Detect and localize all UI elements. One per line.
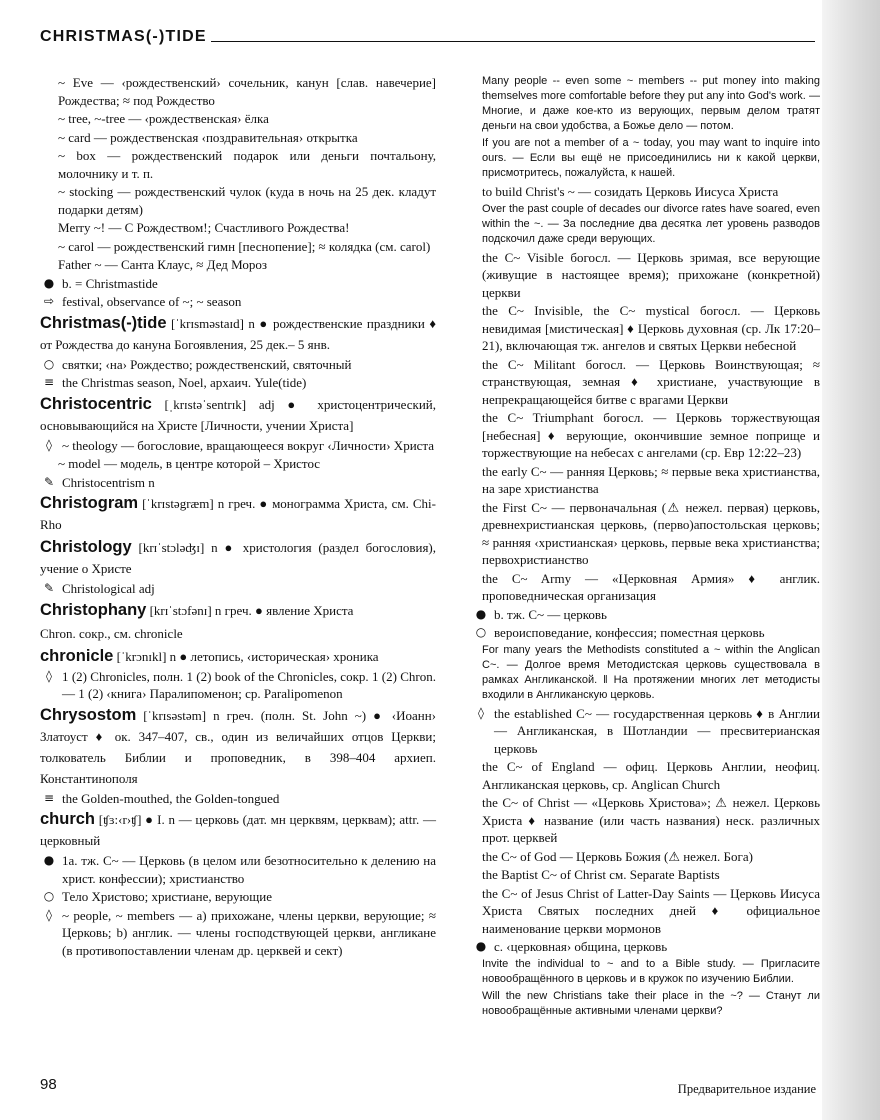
left-column — [40, 74, 436, 960]
entry-text: [krɪˈstɔləʤɪ] n ● христология (раздел богословия), учение о Христе — [40, 540, 436, 576]
sense-marker-icon: ⇨ — [43, 294, 55, 308]
entry-text: Will the new Christians take their place in the ~? — Станут ли новообращённые активными членами церкви? — [482, 989, 820, 1017]
entry-text: b. = Christmastide — [62, 275, 158, 291]
entry-text: the C~ Invisible, the C~ mystical богосл. — Церковь невидимая [мистическая] ♦ Церковь духовная (ср. Лк 17:20–21), включающая тж. ангелов и святых Церкви небесной — [482, 303, 820, 353]
entry-headword-line — [40, 600, 436, 621]
entry-text: festival, observance of ~; ~ season — [62, 294, 242, 309]
entry-text: 1a. тж. C~ — Церковь (в целом или безотносительно к делению на христ. конфессии); христианство — [62, 853, 436, 886]
entry-headword-line — [40, 809, 436, 851]
entry-line — [40, 256, 436, 274]
example-sentence — [472, 74, 820, 134]
entry-text: ~ tree, ~-tree — ‹рождественская› ёлка — [58, 111, 269, 126]
entry-headword-line — [40, 313, 436, 355]
entry-text: ~ Eve — ‹рождественский› сочельник, канун [слав. навечерие] Рождества; ≈ под Рождество — [58, 75, 436, 108]
entry-line — [40, 356, 436, 374]
entry-line — [472, 848, 820, 866]
entry-text: ~ theology — богословие, вращающееся вокруг ‹Личности› Христа — [62, 437, 435, 453]
sense-marker-icon: ✎ — [43, 474, 55, 489]
entry-line — [472, 624, 820, 642]
entry-line — [40, 129, 436, 147]
headword: church — [40, 810, 96, 828]
entry-text: the C~ Army — «Церковная Армия» ♦ англик. проповедническая организация — [482, 570, 820, 603]
sense-marker-icon: ◊ — [46, 907, 52, 922]
entry-text: Chron. сокр., см. chronicle — [40, 625, 183, 641]
entry-line — [472, 866, 820, 884]
entry-text: For many years the Methodists constituted a ~ within the Anglican C~. — Долгое время Методистская церковь существовала в рамках Англиканской. ‖ На протяжении многих лет методисты входили в Англиканскую церковь. — [482, 643, 820, 701]
entry-line — [472, 409, 820, 462]
entry-text: [ˈkrɪstəgræm] n греч. ● монограмма Христа, см. Chi-Rho — [40, 496, 436, 532]
entry-line — [40, 907, 436, 960]
headword: Christmas(-)tide — [40, 313, 167, 332]
entry-line — [40, 888, 436, 906]
entry-text: ~ carol — рождественский гимн [песнопение]; ≈ колядка (см. carol) — [58, 238, 431, 254]
entry-line — [40, 147, 436, 182]
entry-text: b. тж. C~ — церковь — [494, 606, 607, 622]
entry-line — [472, 606, 820, 624]
entry-text: the C~ Visible богосл. — Церковь зримая, все верующие (живущие в настоящее время); прихожане (конкретной) церкви — [482, 249, 820, 300]
entry-text: ~ card — рождественская ‹поздравительная› открытка — [58, 129, 358, 145]
header-rule — [211, 41, 815, 42]
entry-line — [40, 580, 436, 598]
entry-text: Over the past couple of decades our divorce rates have soared, even within the ~. — За последние два десятка лет уровень разводов подскочил даже среди верующих. — [482, 202, 820, 245]
example-sentence — [472, 989, 820, 1019]
sense-marker-icon: ≡ — [43, 375, 55, 389]
entry-text: [ˈkrɔnɪkl] n ● летопись, ‹историческая› хроника — [113, 648, 379, 664]
page-number: 98 — [40, 1076, 57, 1093]
sense-marker-icon: ● — [475, 606, 487, 621]
entry-line — [40, 852, 436, 887]
entry-text: ~ box — рождественский подарок или деньги почтальону, молочнику и т. п. — [58, 148, 436, 181]
example-sentence — [472, 957, 820, 987]
entry-text: the C~ Militant богосл. — Церковь Воинствующая; ≈ странствующая, земная ♦ христиане, участвующие в непрекращающейся битве с врагами Церкви — [482, 356, 820, 407]
entry-text: Many people -- even some ~ members -- put money into making themselves more comfortable before they put any into God's work. — Многие, и даже кое-кто из верующих, первым делом тратят деньги на свои удобства, а Божье дело — потом. — [482, 75, 820, 132]
entry-text: Christocentrism n — [62, 474, 155, 490]
sense-marker-icon: ● — [43, 853, 55, 867]
entry-headword-line — [40, 646, 436, 667]
sense-marker-icon: ○ — [43, 889, 55, 903]
headword: Christophany — [40, 600, 147, 619]
entry-line — [472, 758, 820, 793]
entry-text: the early C~ — ранняя Церковь; ≈ первые века христианства, на заре христианства — [482, 463, 820, 496]
entry-text: If you are not a member of a ~ today, you may want to inquire into ours. — Если вы ещё не присоединились ни к какой церкви, присмотритесь, пожалуйста, к нашей. — [482, 137, 820, 179]
sense-marker-icon: ✎ — [43, 581, 55, 595]
entry-text: the First C~ — первоначальная (⚠ нежел. первая) церковь, древнехристианская церковь, (перво)апостольская церковь; ≈ ранняя ‹христианская› церковь, первые века христианства; первохристианство — [482, 499, 820, 567]
entry-line — [472, 499, 820, 569]
entry-text: вероисповедание, конфессия; поместная церковь — [494, 625, 765, 640]
entry-line — [472, 356, 820, 409]
entry-text: святки; ‹на› Рождество; рождественский, святочный — [62, 356, 352, 372]
entry-text: the C~ of God — Церковь Божия (⚠ нежел. Бога) — [482, 848, 753, 864]
entry-line — [40, 455, 436, 473]
entry-line — [40, 437, 436, 455]
headword: Chrysostom — [40, 705, 137, 724]
entry-text: [ˈkrɪsməstaɪd] n ● рождественские праздники ♦ от Рождества до кануна Богоявления, 25 дек.– 5 янв. — [40, 315, 436, 352]
entry-text: ~ stocking — рождественский чулок (куда в ночь на 25 дек. кладут подарки детям) — [58, 184, 436, 217]
sense-marker-icon: ● — [43, 275, 55, 290]
entry-line — [472, 463, 820, 498]
entry-text: [ʧɜ:‹r›ʧ] ● I. n — церковь (дат. мн церквям, церквам); attr. — церковный — [40, 812, 436, 848]
entry-text: the Baptist C~ of Christ см. Separate Baptists — [482, 867, 720, 882]
example-sentence — [472, 136, 820, 181]
edition-note: Предварительное издание — [677, 1082, 816, 1096]
entry-text: [krɪˈstɔfənɪ] n греч. ● явление Христа — [146, 602, 354, 618]
running-head-title: CHRISTMAS(-)TIDE — [40, 28, 207, 45]
entry-line — [40, 474, 436, 492]
entry-headword-line — [40, 623, 436, 644]
example-sentence — [472, 643, 820, 703]
entry-line — [40, 110, 436, 128]
sense-marker-icon: ○ — [475, 625, 487, 639]
entry-text: Christological adj — [62, 581, 155, 596]
entry-headword-line — [40, 394, 436, 436]
entry-text: Тело Христово; христиане, верующие — [62, 889, 272, 904]
example-sentence — [472, 202, 820, 247]
entry-headword-line — [40, 537, 436, 579]
entry-line — [40, 374, 436, 392]
sense-marker-icon: ◊ — [46, 668, 52, 683]
entry-line — [40, 183, 436, 218]
entry-text: the established C~ — государственная церковь ♦ в Англии — Англиканская, в Шотландии — пресвитерианская церковь — [494, 705, 820, 756]
entry-text: 1 (2) Chronicles, полн. 1 (2) book of the Chronicles, сокр. 1 (2) Chron. — 1 (2) ‹книга› Паралипоменон; ср. Paralipomenon — [62, 668, 436, 701]
running-header — [40, 28, 815, 46]
right-column — [472, 74, 820, 1021]
page-edge-shadow — [822, 0, 880, 1120]
entry-text: the C~ of Christ — «Церковь Христова»; ⚠ нежел. Церковь Христа ♦ название (или часть названия) неск. различных прот. церквей — [482, 795, 820, 845]
entry-headword-line — [40, 705, 436, 789]
entry-text: ~ people, ~ members — a) прихожане, члены церкви, верующие; ≈ Церковь; b) англик. — члены господствующей церкви, англикане (в противопоставлении членам др. церквей и сект) — [62, 907, 436, 958]
entry-text: [ˈkrɪsəstəm] n греч. (полн. St. John ~) ● ‹Иоанн› Златоуст ♦ ок. 347–407, св., один из величайших отцов Церкви; толкователь Библии и проповедник, в 398–404 архиеп. Константинополя — [40, 707, 436, 786]
entry-text: the C~ Triumphant богосл. — Церковь торжествующая [небесная] ♦ верующие, окончившие земное поприще и торжествующие на небесах с ангелами (ср. Евр 12:22–23) — [482, 410, 820, 460]
entry-line — [472, 938, 820, 956]
entry-text: Father ~ — Санта Клаус, ≈ Дед Мороз — [58, 257, 268, 272]
entry-text: [ˌkrɪstəˈsentrɪk] adj ● христоцентрический, основывающийся на Христе [Личности, учении Христа] — [40, 396, 436, 433]
entry-line — [40, 668, 436, 703]
entry-text: the C~ of England — офиц. Церковь Англии, неофиц. Англиканская церковь, ср. Anglican Church — [482, 759, 820, 792]
entry-line — [472, 705, 820, 758]
sense-marker-icon: ○ — [43, 356, 55, 371]
entry-line — [40, 219, 436, 237]
entry-text: Invite the individual to ~ and to a Bible study. — Пригласите новообращённого в церковь и в кружок по изучению Библии. — [482, 957, 820, 985]
entry-text: to build Christ's ~ — созидать Церковь Иисуса Христа — [482, 184, 779, 199]
headword: Christology — [40, 538, 132, 556]
headword: chronicle — [40, 646, 114, 665]
entry-text: ~ model — модель, в центре которой – Христос — [58, 456, 321, 471]
entry-line — [40, 74, 436, 109]
entry-line — [40, 238, 436, 256]
entry-text: Merry ~! — С Рождеством!; Счастливого Рождества! — [58, 220, 350, 235]
entry-line — [472, 885, 820, 938]
entry-line — [472, 794, 820, 847]
sense-marker-icon: ◊ — [478, 705, 484, 720]
entry-line — [472, 302, 820, 355]
entry-text: the Christmas season, Noel, архаич. Yule(tide) — [62, 375, 307, 390]
entry-line — [472, 249, 820, 302]
headword: Christocentric — [40, 394, 152, 413]
entry-line — [40, 275, 436, 293]
headword: Christogram — [40, 494, 139, 512]
entry-line — [40, 790, 436, 808]
sense-marker-icon: ◊ — [46, 437, 52, 452]
entry-line — [40, 293, 436, 311]
sense-marker-icon: ● — [475, 939, 487, 953]
entry-text: c. ‹церковная› община, церковь — [494, 939, 668, 954]
entry-text: the Golden-mouthed, the Golden-tongued — [62, 790, 280, 806]
sense-marker-icon: ≡ — [43, 790, 55, 805]
entry-text: the C~ of Jesus Christ of Latter-Day Saints — Церковь Иисуса Христа Святых последних дней ♦ официальное наименование церкви мормонов — [482, 885, 820, 936]
entry-headword-line — [40, 493, 436, 535]
entry-line — [472, 183, 820, 201]
entry-line — [472, 570, 820, 605]
